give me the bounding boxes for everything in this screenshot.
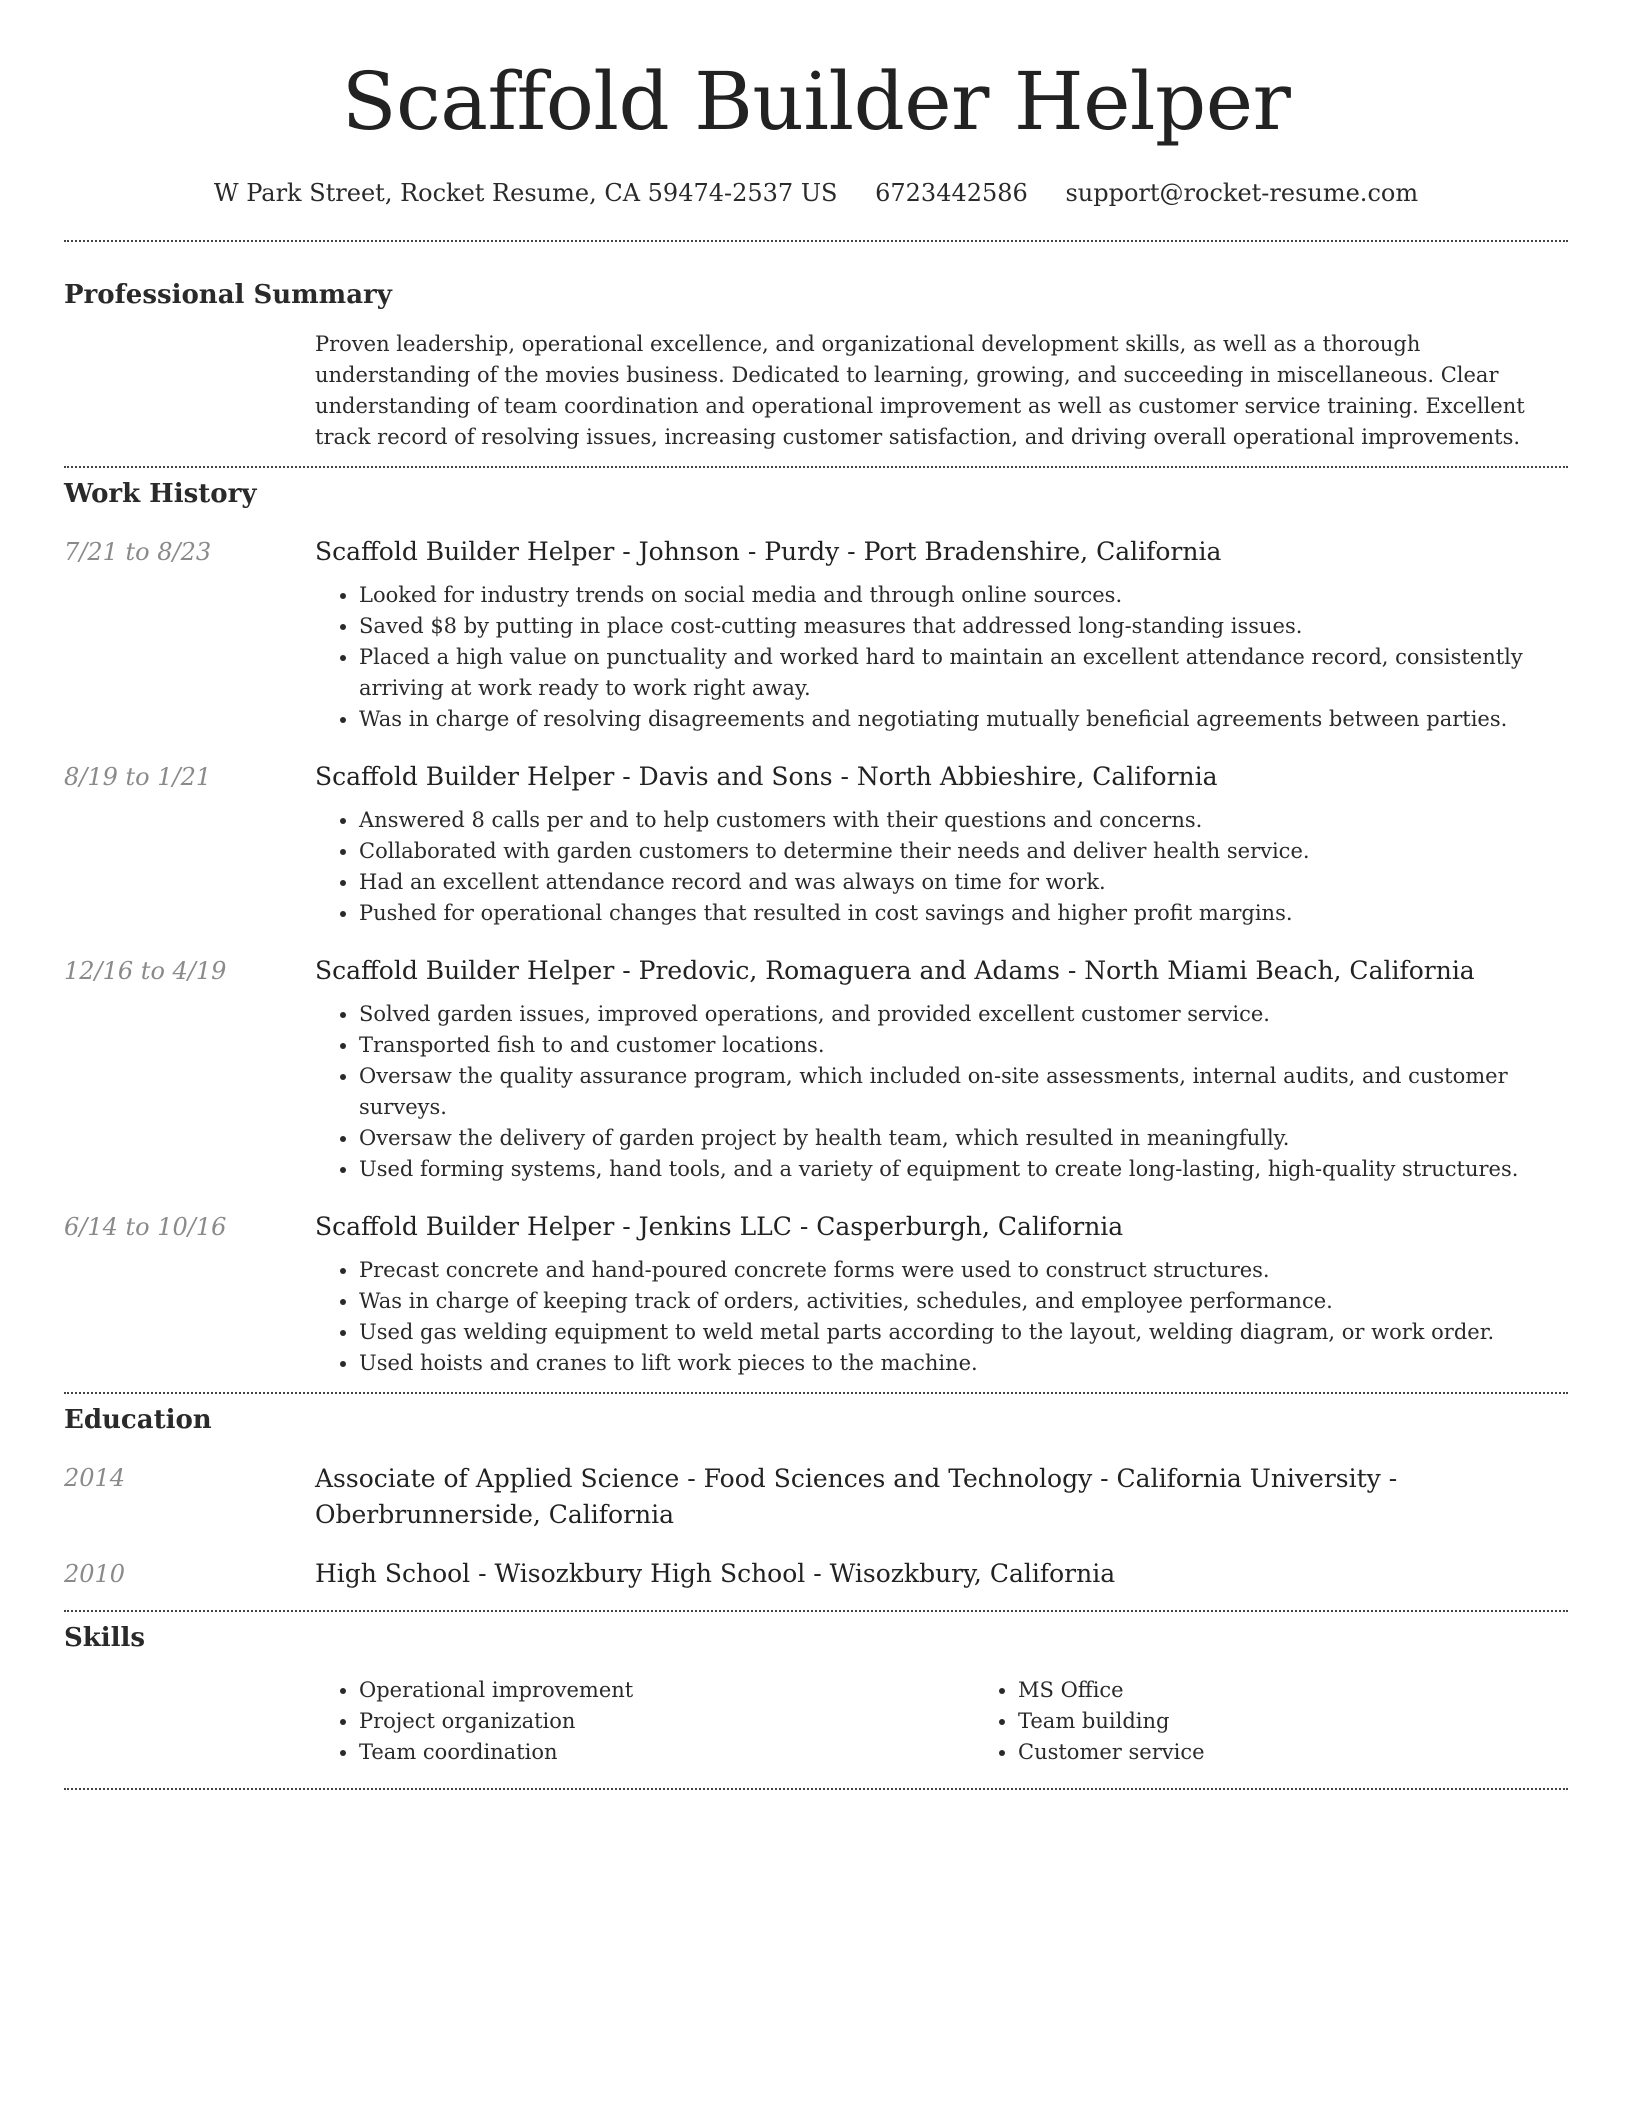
contact-email: support@rocket-resume.com [1065,179,1419,207]
education-year: 2010 [64,1560,126,1588]
section-title-education: Education [64,1405,212,1435]
job-entry [64,954,1568,1185]
list-item: • Operational improvement [359,1675,974,1706]
list-item: • Team coordination [359,1737,974,1768]
education-entry [64,1557,1568,1591]
contact-line [64,176,1568,210]
list-item: • Customer service [1018,1737,1632,1768]
job-entry [64,760,1568,929]
list-item: • Was in charge of keeping track of orders, activities, schedules, and employee performance. [359,1286,1568,1317]
education-year: 2014 [64,1464,126,1492]
job-entry [64,1210,1568,1379]
job-bullets [315,580,1568,735]
job-dates: 8/19 to 1/21 [64,763,212,791]
job-dates: 7/21 to 8/23 [64,538,212,566]
list-item: • Used hoists and cranes to lift work pieces to the machine. [359,1348,1568,1379]
section-title-skills: Skills [64,1623,146,1653]
divider [64,1788,1568,1790]
contact-phone: 6723442586 [875,179,1028,207]
list-item: • Answered 8 calls per and to help customers with their questions and concerns. [359,805,1568,836]
list-item: • Used gas welding equipment to weld metal parts according to the layout, welding diagram, or work order. [359,1317,1568,1348]
summary-section [64,278,1568,453]
skills-section [64,1621,1568,1768]
contact-address: W Park Street, Rocket Resume, CA 59474-2537 US [213,179,838,207]
list-item: • Precast concrete and hand-poured concrete forms were used to construct structures. [359,1255,1568,1286]
job-entry [64,535,1568,735]
job-bullets [315,1255,1568,1379]
list-item: • Used forming systems, hand tools, and a variety of equipment to create long-lasting, high-quality structures. [359,1154,1568,1185]
education-section [64,1403,1568,1591]
list-item: • Saved $8 by putting in place cost-cutting measures that addressed long-standing issues. [359,611,1568,642]
divider [64,1392,1568,1394]
job-heading: Scaffold Builder Helper - Predovic, Romaguera and Adams - North Miami Beach, California [315,956,1475,985]
list-item: • Team building [1018,1706,1632,1737]
list-item: • Oversaw the quality assurance program, which included on-site assessments, internal audits, and customer surveys. [359,1061,1568,1123]
skills-list-right [974,1675,1632,1768]
list-item: • Pushed for operational changes that resulted in cost savings and higher profit margins. [359,898,1568,929]
list-item: • Oversaw the delivery of garden project by health team, which resulted in meaningfully. [359,1123,1568,1154]
job-heading: Scaffold Builder Helper - Davis and Sons - North Abbieshire, California [315,762,1218,791]
list-item: • Had an excellent attendance record and was always on time for work. [359,867,1568,898]
list-item: • Placed a high value on punctuality and worked hard to maintain an excellent attendance record, consistently arriving at work ready to work right away. [359,642,1568,704]
skills-list-left [315,1675,974,1768]
job-heading: Scaffold Builder Helper - Jenkins LLC - Casperburgh, California [315,1212,1124,1241]
list-item: • Solved garden issues, improved operations, and provided excellent customer service. [359,999,1568,1030]
list-item: • Was in charge of resolving disagreements and negotiating mutually beneficial agreements between parties. [359,704,1568,735]
candidate-name: Scaffold Builder Helper [341,55,1291,148]
job-bullets [315,999,1568,1185]
list-item: • Project organization [359,1706,974,1737]
section-title-work: Work History [64,479,257,509]
list-item: • Collaborated with garden customers to determine their needs and deliver health service. [359,836,1568,867]
job-bullets [315,805,1568,929]
divider [64,240,1568,242]
summary-text: Proven leadership, operational excellence, and organizational development skills, as well as a thorough understanding of the movies business. Dedicated to learning, growing, and succeeding in miscellaneous. Clear understanding of team coordination and operational improvement as well as customer service training. Excellent track record of resolving issues, increasing customer satisfaction, and driving overall operational improvements. [315,332,1525,449]
work-history-section [64,477,1568,1379]
divider [64,1610,1568,1612]
list-item: • Transported fish to and customer locations. [359,1030,1568,1061]
job-dates: 12/16 to 4/19 [64,957,227,985]
education-heading: High School - Wisozkbury High School - Wisozkbury, California [315,1559,1116,1588]
job-heading: Scaffold Builder Helper - Johnson - Purdy - Port Bradenshire, California [315,537,1222,566]
education-heading: Associate of Applied Science - Food Sciences and Technology - California University - Oberbrunnerside, California [315,1464,1398,1529]
list-item: • Looked for industry trends on social media and through online sources. [359,580,1568,611]
list-item: • MS Office [1018,1675,1632,1706]
education-entry [64,1461,1568,1533]
section-title-summary: Professional Summary [64,280,392,310]
job-dates: 6/14 to 10/16 [64,1213,227,1241]
divider [64,466,1568,468]
